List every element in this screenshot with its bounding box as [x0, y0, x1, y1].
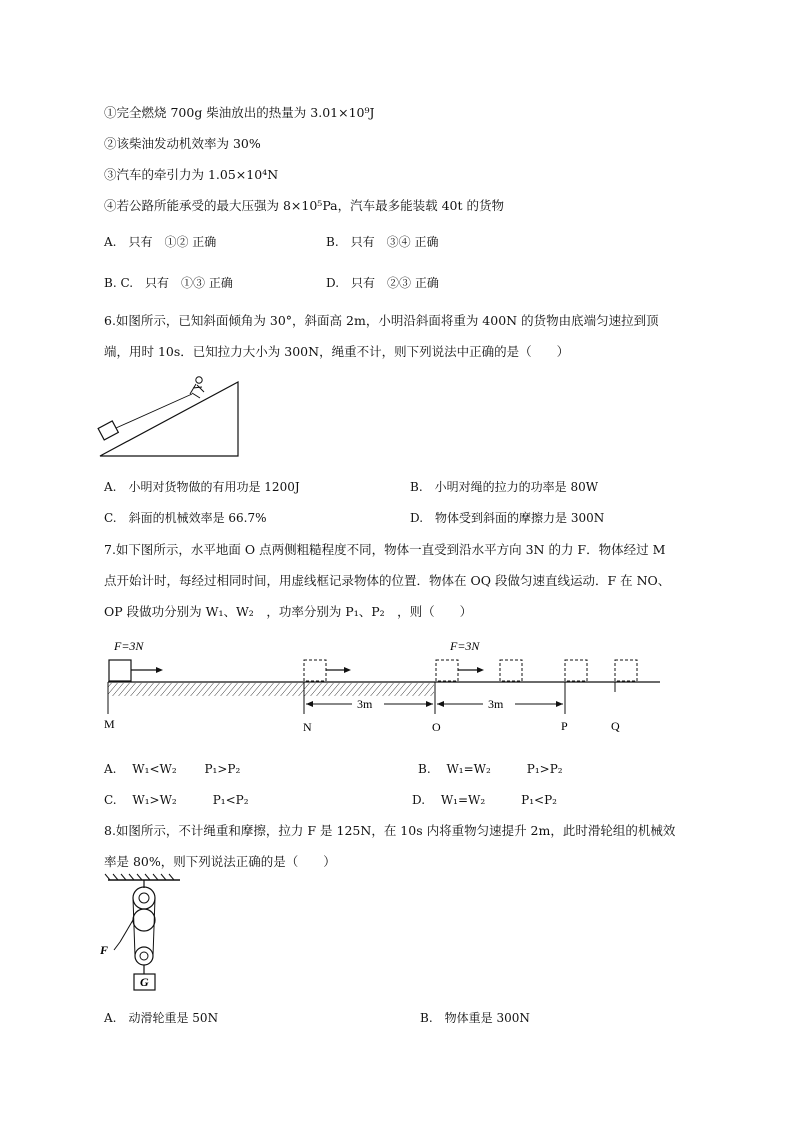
- q7-option-a[interactable]: A. W₁<W₂ P₁>P₂: [104, 762, 241, 776]
- q8-force-label: F: [100, 943, 109, 957]
- q7-distance-op: 3m: [488, 697, 504, 711]
- q6-option-c[interactable]: C. 斜面的机械效率是 66.7%: [104, 511, 267, 525]
- q6-stem-line1: 6.如图所示，已知斜面倾角为 30°，斜面高 2m，小明沿斜面将重为 400N 的货物由底端匀速拉到顶: [104, 313, 659, 328]
- q8-stem-line2: 率是 80%，则下列说法正确的是（ ）: [104, 854, 336, 869]
- q7-point-p: P: [561, 719, 568, 733]
- q7-force-label-1: F=3N: [114, 639, 144, 653]
- q8-option-b[interactable]: B. 物体重是 300N: [420, 1011, 530, 1025]
- q7-point-q: Q: [611, 719, 620, 733]
- q7-point-o: O: [432, 720, 441, 734]
- q6-option-a[interactable]: A. 小明对货物做的有用功是 1200J: [104, 480, 300, 494]
- q6-option-b[interactable]: B. 小明对绳的拉力的功率是 80W: [410, 480, 599, 494]
- q7-motion-diagram: [100, 632, 670, 742]
- q8-stem-line1: 8.如图所示，不计绳重和摩擦，拉力 F 是 125N，在 10s 内将重物匀速提升 2m，此时滑轮组的机械效: [104, 823, 676, 838]
- q7-stem-line1: 7.如下图所示，水平地面 O 点两侧粗糙程度不同，物体一直受到沿水平方向 3N 的力 F．物体经过 M: [104, 542, 666, 557]
- q6-stem-line2: 端，用时 10s．已知拉力大小为 300N，绳重不计，则下列说法中正确的是（ ）: [104, 344, 570, 359]
- q7-force-label-2: F=3N: [450, 639, 480, 653]
- q6-incline-diagram: [96, 372, 246, 462]
- q7-point-n: N: [303, 720, 312, 734]
- q6-option-d[interactable]: D. 物体受到斜面的摩擦力是 300N: [410, 511, 605, 525]
- q7-point-m: M: [104, 717, 115, 731]
- q5-item-1: ①完全燃烧 700g 柴油放出的热量为 3.01×10⁹J: [104, 105, 375, 120]
- q5-option-a[interactable]: A. 只有 ①② 正确: [104, 235, 217, 249]
- q5-item-4: ④若公路所能承受的最大压强为 8×10⁵Pa，汽车最多能装载 40t 的货物: [104, 198, 504, 213]
- q5-option-b[interactable]: B. 只有 ③④ 正确: [326, 235, 439, 249]
- q7-stem-line3: OP 段做功分别为 W₁、W₂ ，功率分别为 P₁、P₂ ，则（ ）: [104, 604, 473, 619]
- q5-item-3: ③汽车的牵引力为 1.05×10⁴N: [104, 167, 279, 182]
- q7-option-c[interactable]: C. W₁>W₂ P₁<P₂: [104, 793, 249, 807]
- q8-option-a[interactable]: A. 动滑轮重是 50N: [104, 1011, 219, 1025]
- q7-distance-no: 3m: [357, 697, 373, 711]
- q5-item-2: ②该柴油发动机效率为 30%: [104, 136, 261, 151]
- q7-stem-line2: 点开始计时，每经过相同时间，用虚线框记录物体的位置．物体在 OQ 段做匀速直线运动．F 在 NO、: [104, 573, 671, 588]
- q8-pulley-diagram: [96, 870, 196, 1000]
- q7-option-b[interactable]: B. W₁=W₂ P₁>P₂: [418, 762, 563, 776]
- q5-option-d[interactable]: D. 只有 ②③ 正确: [326, 276, 439, 290]
- q5-option-c[interactable]: B. C. 只有 ①③ 正确: [104, 276, 233, 290]
- q8-weight-label: G: [140, 975, 149, 989]
- q7-option-d[interactable]: D. W₁=W₂ P₁<P₂: [412, 793, 557, 807]
